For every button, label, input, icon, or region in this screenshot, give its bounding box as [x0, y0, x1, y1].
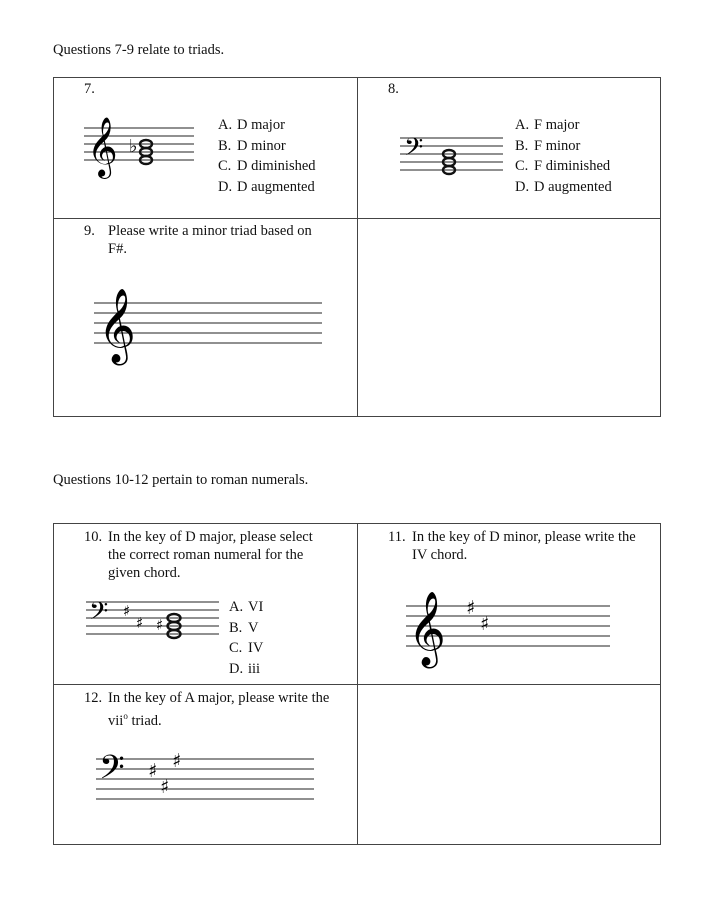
answer-options-q7	[218, 115, 316, 197]
bass-clef-icon: 𝄢	[99, 749, 125, 795]
option-c[interactable]: C. F diminished	[515, 158, 611, 174]
staff-q9[interactable]	[94, 283, 322, 363]
sharp-icon: ♯	[160, 776, 170, 798]
option-b[interactable]: B. F minor	[515, 137, 581, 154]
question-7	[54, 78, 357, 218]
question-11: 11. In the key of D minor, please write the IV chord. 𝄞 ♯ ♯	[358, 524, 661, 684]
question-9: 9. Please write a minor triad based on F#. 𝄞	[54, 219, 357, 417]
option-a[interactable]: A. D major	[218, 117, 285, 133]
sharp-icon: ♯	[148, 760, 158, 782]
staff-q7	[84, 118, 194, 188]
option-c[interactable]: C. IV	[229, 640, 264, 656]
option-d[interactable]: D. iii	[229, 660, 261, 677]
section1-heading: Questions 7-9 relate to triads.	[53, 42, 225, 58]
staff-q8	[400, 128, 503, 188]
question-8	[358, 78, 661, 218]
staff-q10	[86, 592, 219, 648]
treble-clef-icon: 𝄞	[87, 117, 118, 177]
option-b[interactable]: B. D minor	[218, 137, 286, 154]
question-10: 10. In the key of D major, please select the correct roman numeral for the given chord. 𝄢 ♯ ♯ ♯ A. VI B. V C. IV D. iii	[54, 524, 357, 684]
empty-cell	[358, 219, 661, 417]
answer-options-q10	[229, 597, 263, 679]
staff-q12[interactable]	[96, 745, 314, 809]
option-d[interactable]: D. D augmented	[515, 178, 612, 195]
triads-question-grid	[53, 77, 661, 417]
empty-cell	[358, 685, 661, 845]
bass-clef-icon: 𝄢	[89, 597, 109, 632]
sharp-icon: ♯	[480, 613, 490, 635]
sharp-icon: ♯	[136, 614, 144, 632]
sharp-icon: ♯	[466, 597, 476, 619]
option-a[interactable]: A. F major	[515, 117, 580, 133]
answer-options-q8	[515, 115, 612, 197]
question-12: 12. In the key of A major, please write the vii$^o$ triad. 𝄢 ♯ ♯ ♯	[54, 685, 357, 845]
question-number: 8.	[388, 81, 399, 97]
option-b[interactable]: B. V	[229, 619, 259, 636]
flat-icon: ♭	[129, 136, 138, 157]
sharp-icon: ♯	[123, 602, 131, 620]
option-d[interactable]: D. D augmented	[218, 178, 315, 195]
option-a[interactable]: A. VI	[229, 599, 264, 615]
roman-numeral-question-grid	[53, 523, 661, 845]
section2-heading: Questions 10-12 pertain to roman numerals.	[53, 472, 309, 488]
sharp-icon: ♯	[172, 750, 182, 772]
treble-clef-icon: 𝄞	[98, 289, 136, 363]
staff-q11[interactable]	[406, 586, 610, 666]
treble-clef-icon: 𝄞	[408, 592, 446, 666]
option-c[interactable]: C. D diminished	[218, 158, 316, 174]
question-number: 7.	[84, 81, 95, 97]
sharp-icon: ♯	[156, 616, 164, 634]
bass-clef-icon: 𝄢	[404, 133, 424, 168]
